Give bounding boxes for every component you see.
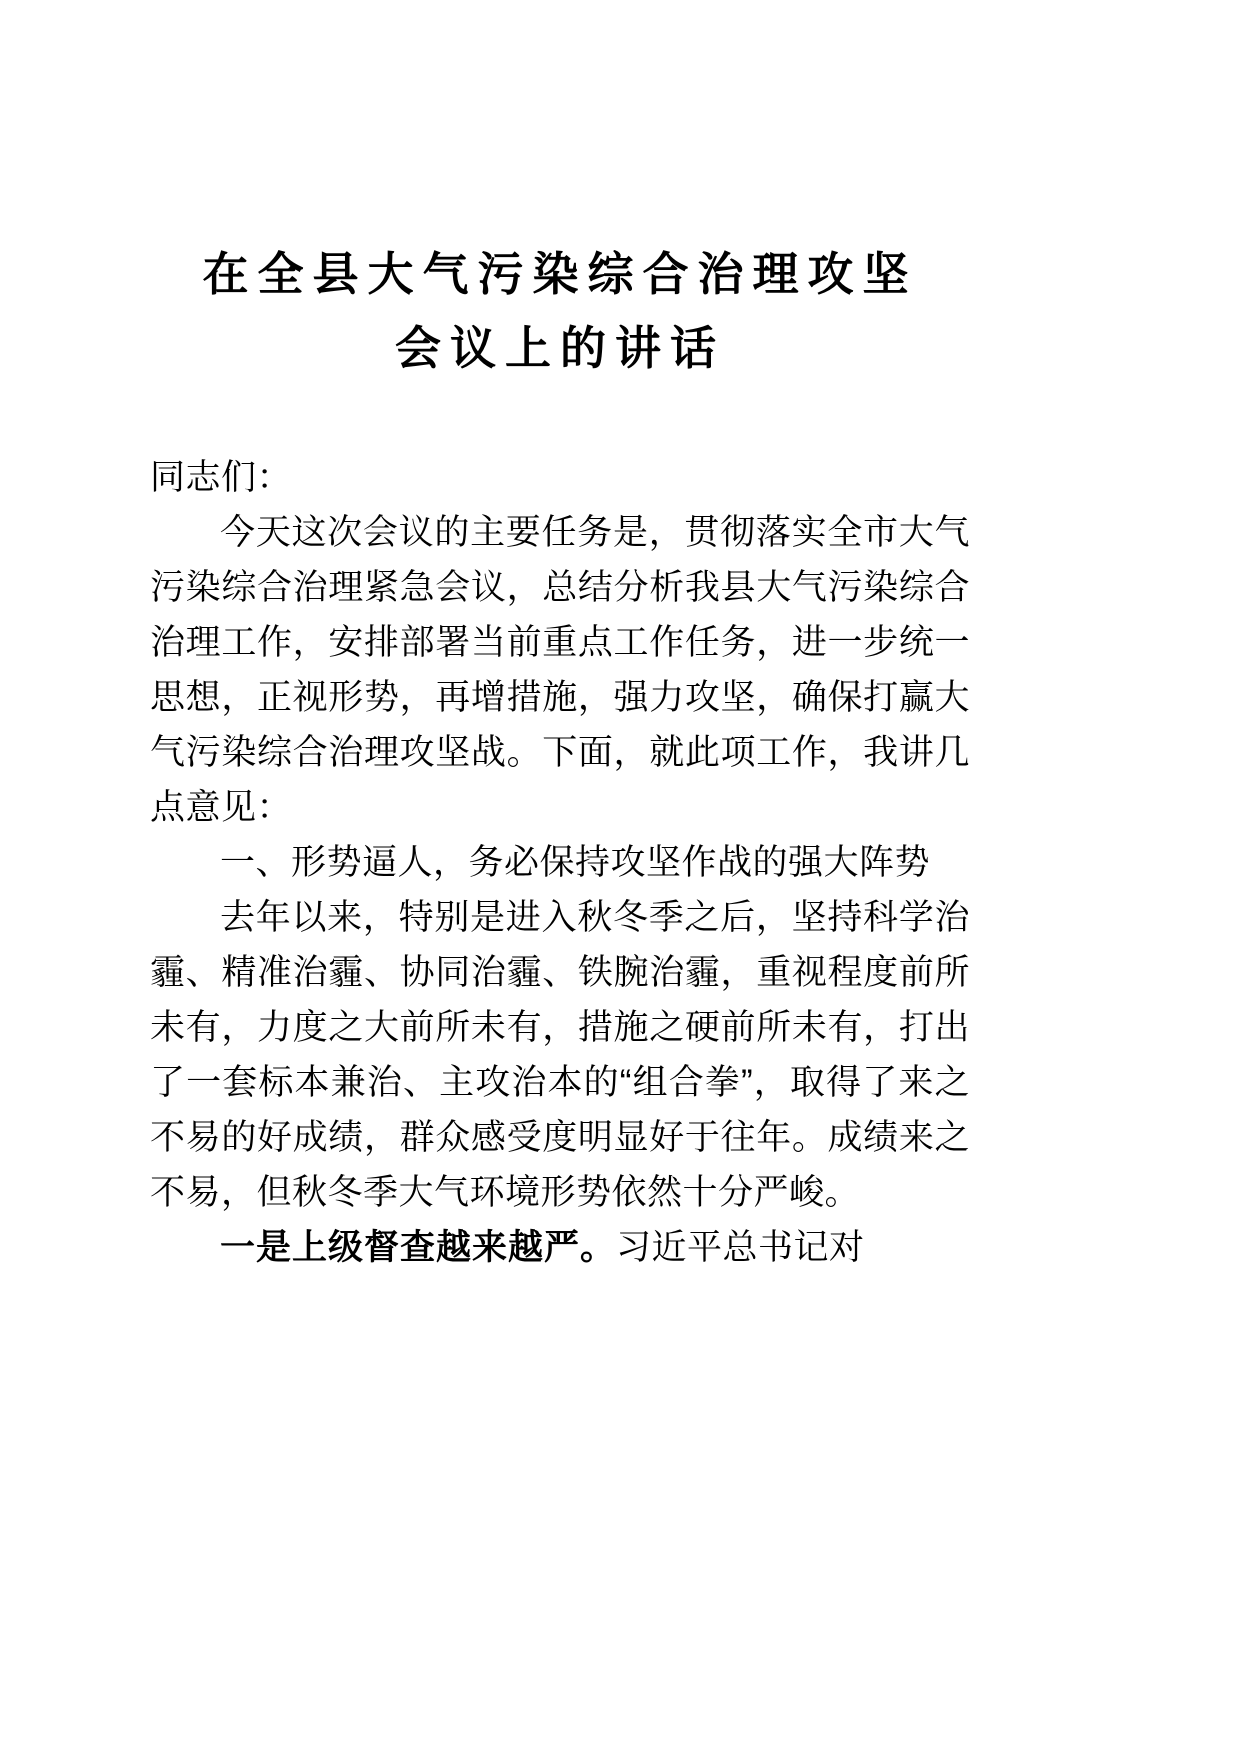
document-body (150, 450, 970, 1275)
page-title-line-1: 在全县大气污染综合治理攻坚 (202, 247, 918, 301)
paragraph-intro: 今天这次会议的主要任务是，贯彻落实全市大气污染综合治理紧急会议，总结分析我县大气污染综合治理工作，安排部署当前重点工作任务，进一步统一思想，正视形势，再增措施，强力攻坚，确保打赢大气污染综合治理攻坚战。下面，就此项工作，我讲几点意见： (150, 513, 970, 827)
paragraph-point-one-lead: 一是上级督查越来越严。 (220, 1228, 617, 1267)
document-title-block (150, 0, 970, 384)
salutation: 同志们： (150, 458, 293, 497)
page-title-line-2: 会议上的讲话 (395, 321, 725, 375)
document-content (150, 0, 970, 1275)
paragraph-point-one (150, 1220, 970, 1275)
section-heading-one: 一、形势逼人，务必保持攻坚作战的强大阵势 (220, 843, 931, 882)
paragraph-section-one-body: 去年以来，特别是进入秋冬季之后，坚持科学治霾、精准治霾、协同治霾、铁腕治霾，重视程度前所未有，力度之大前所未有，措施之硬前所未有，打出了一套标本兼治、主攻治本的“组合拳”，取得了来之不易的好成绩，群众感受度明显好于往年。成绩来之不易，但秋冬季大气环境形势依然十分严峻。 (150, 898, 970, 1212)
paragraph-point-one-rest: 习近平总书记对 (616, 1228, 865, 1267)
